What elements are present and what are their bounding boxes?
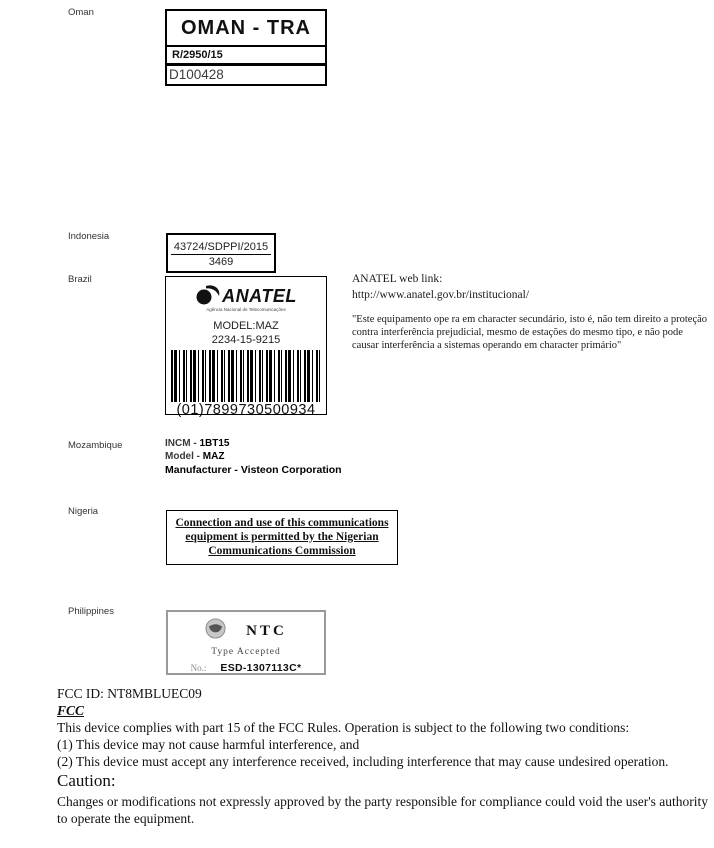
ntc-agency-name: NTC: [246, 622, 287, 639]
indonesia-cert-number: 43724/SDPPI/2015: [171, 241, 271, 255]
ntc-type-accepted-box: [166, 610, 326, 675]
brazil-secondary-operation-notice: "Este equipamento ope ra em character secundário, isto é, não tem direito a proteção contra interferência prejudicial, mesmo de estações do mesmo tipo, e não pode causar interferência a sistemas operando em character primário": [352, 314, 708, 351]
country-label-philippines: Philippines: [68, 606, 114, 617]
fcc-statement-block: [57, 685, 714, 827]
ntc-header-row: [168, 618, 324, 644]
barcode-number: (01)7899730500934: [176, 402, 316, 418]
country-label-nigeria: Nigeria: [68, 506, 99, 517]
caution-text: Changes or modifications not expressly approved by the party responsible for compliance could void the user's authority to operate the equipment.: [57, 794, 709, 826]
mozambique-manufacturer-line: [165, 464, 342, 477]
mozambique-incm-line: [165, 438, 342, 451]
oman-tra-approval-box: [165, 9, 327, 86]
nigeria-ncc-notice-box: [166, 510, 398, 565]
oman-dealer-number: D100428: [169, 67, 224, 82]
fcc-condition-1: (1) This device may not cause harmful interference, and: [57, 737, 360, 752]
anatel-logo-row: [166, 285, 326, 307]
anatel-logo-text: ANATEL: [222, 285, 297, 306]
indonesia-cert-box: [166, 233, 276, 273]
mozambique-model-value: MAZ: [202, 450, 225, 462]
anatel-weblink-label: ANATEL web link:: [352, 273, 443, 285]
indonesia-cert-suffix: 3469: [208, 256, 234, 268]
fcc-id-line: FCC ID: NT8MBLUEC09: [57, 686, 202, 701]
ntc-seal-icon: [205, 618, 226, 644]
anatel-logo-icon: [195, 283, 221, 310]
brazil-notice-block: [352, 273, 708, 352]
country-label-oman: Oman: [68, 7, 94, 18]
mozambique-manufacturer-label: Manufacturer -: [165, 464, 241, 476]
caution-heading: Caution:: [57, 771, 116, 790]
mozambique-manufacturer-value: Visteon Corporation: [240, 464, 342, 476]
ntc-no-label: No.:: [190, 663, 207, 673]
mozambique-model-line: [165, 451, 342, 464]
anatel-weblink-url: http://www.anatel.gov.br/institucional/: [352, 289, 530, 301]
country-label-indonesia: Indonesia: [68, 231, 110, 242]
country-label-brazil: Brazil: [68, 274, 92, 285]
brazil-model: MODEL:MAZ: [213, 320, 279, 332]
fcc-heading: FCC: [57, 703, 85, 718]
mozambique-incm-value: 1BT15: [199, 438, 230, 449]
nigeria-notice-line-3: Communications Commission: [208, 545, 356, 557]
mozambique-incm-label: INCM -: [165, 438, 200, 449]
anatel-label-box: [165, 276, 327, 418]
barcode-image: [171, 350, 321, 402]
ntc-type-accepted-text: Type Accepted: [211, 647, 281, 657]
oman-approval-number: R/2950/15: [167, 47, 325, 66]
ntc-cert-number: ESD-1307113C*: [220, 662, 302, 674]
mozambique-info-block: [165, 438, 342, 477]
brazil-cert-number: 2234-15-9215: [211, 334, 281, 346]
anatel-logo-subtext: Agência Nacional de Telecomunicações: [206, 307, 286, 312]
ntc-number-row: [168, 662, 324, 674]
nigeria-notice-line-2: equipment is permitted by the Nigerian: [185, 531, 379, 543]
oman-authority-name: OMAN - TRA: [167, 11, 325, 47]
fcc-condition-2: (2) This device must accept any interference received, including interference that may cause undesired operation.: [57, 754, 669, 769]
fcc-compliance-statement: This device complies with part 15 of the FCC Rules. Operation is subject to the following two conditions:: [57, 720, 630, 735]
mozambique-model-label: Model -: [165, 450, 203, 462]
country-label-mozambique: Mozambique: [68, 440, 123, 451]
nigeria-notice-line-1: Connection and use of this communications: [175, 517, 389, 529]
